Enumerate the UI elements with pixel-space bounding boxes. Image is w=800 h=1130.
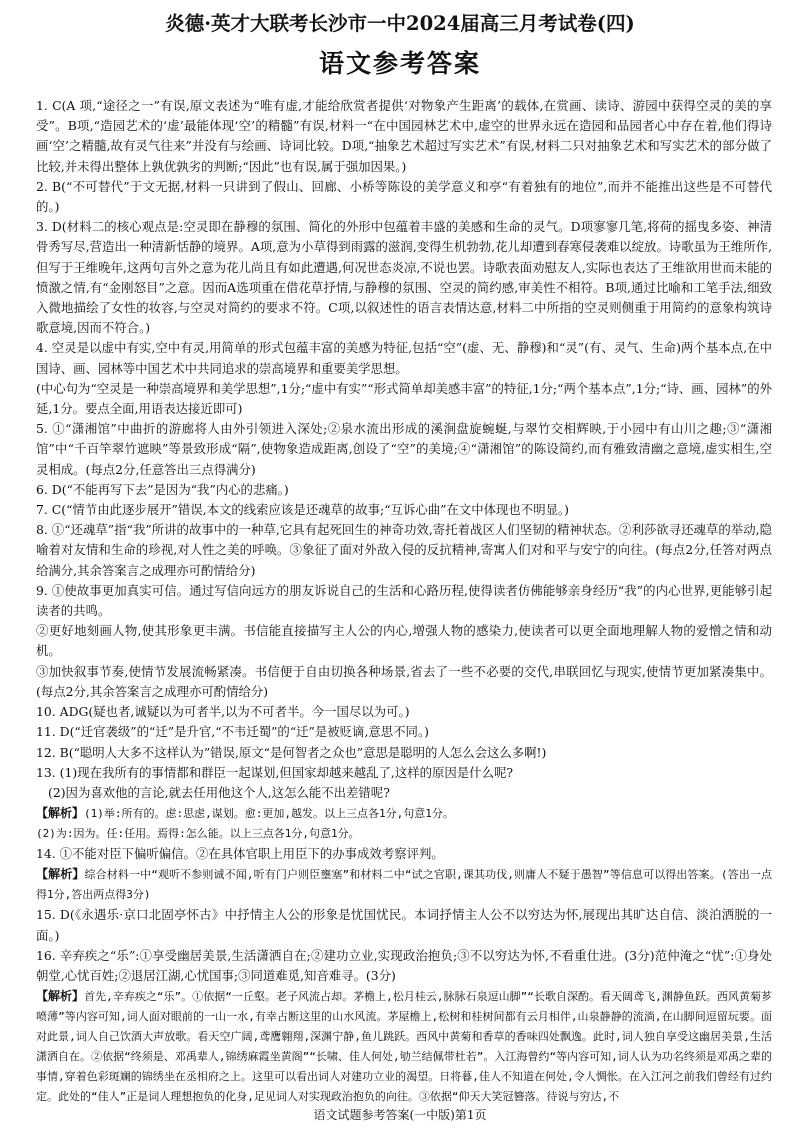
- analysis-note: [36, 864, 772, 905]
- analysis-text: (1)举:所有的。虑:思虑,谋划。愈:更加,越发。以上三点各1分,句意1分。: [84, 807, 454, 821]
- answer-item: 4. 空灵是以虚中有实,空中有灵,用简单的形式包蕴丰富的美感为特征,包括“空”(虚、无、静穆)和“灵”(有、灵气、生命)两个基本点,在中国诗、画、园林等中国艺术中共同追求的崇高境界和重要美学思想。: [36, 340, 772, 376]
- analysis-note: [36, 803, 772, 824]
- analysis-tag: 【解析】: [36, 806, 85, 821]
- answer-list: [36, 96, 772, 1107]
- answer-item: 3. D(材料二的核心观点是:空灵即在静穆的氛围、简化的外形中包蕴着丰盛的美感和生命的灵气。D项寥寥几笔,将荷的摇曳多姿、神清骨秀写尽,营造出一种清新恬静的境界。A项,意为小草得到雨露的滋润,变得生机勃勃,花儿却遭到春寒侵袭难以绽放。诗歌虽为王维所作,但写于王维晚年,这两句言外之意为花儿尚且有如此遭遇,何况世态炎凉,不说也罢。诗歌表面劝慰友人,实际也表达了王维欲用世而未能的愤激之情,有“金刚怒目”之意。因而A选项重在借花草抒情,与静穆的氛围、空灵的简约感,审美性不相符。B项,通过比喻和工笔手法,细致入微地描绘了女性的妆容,与空灵对简约的要求不符。C项,以叙述性的语言表情达意,材料二中所指的空灵则侧重于用简约的意象构筑诗歌意境,因而不符合。): [36, 219, 772, 336]
- analysis-text: 综合材料一中“观听不参则诚不闻,听有门户则臣壅塞”和材料二中“试之官职,课其功伐,则庸人不疑于愚智”等信息可以得出答案。(答出一点得1分,答出两点得3分): [36, 868, 772, 902]
- answer-item: 5. ①“潇湘馆”中曲折的游廊将人由外引领进入深处;②泉水流出形成的溪涧盘旋蜿蜒,与翠竹交相辉映,于小园中有山川之趣;③“潇湘馆”中“千百竿翠竹遮映”等景致形成“隔”,使物象造成距离,创设了“空”的美境;④“潇湘馆”的陈设简约,而有雅致清幽之意境,虚实相生,空灵相成。(每点2分,任意答出三点得满分): [36, 421, 772, 477]
- analysis-tag: 【解析】: [36, 989, 85, 1004]
- answer-item: 6. D(“不能再写下去”是因为“我”内心的悲痛。): [36, 481, 289, 497]
- exam-title: 炎德·英才大联考长沙市一中2024届高三月考试卷(四): [165, 12, 635, 35]
- analysis-text: 首先,辛弃疾之“乐”。①依据“一丘壑。老子风流占却。茅檐上,松月桂云,脉脉石泉逗山脚”“长歌自深酌。看天阔鸢飞,渊静鱼跃。西风黄菊芗喷薄”等内容可知,词人面对眼前的一山一水,有幸占断这里的山水风流。茅屋檐上,松树和桂树间都有云月相伴,山泉静静的流淌,在山脚间逗留玩要。面对此景,词人自己饮酒大声放歌。看天空广阔,鸢鹰翱翔,深渊宁静,鱼儿跳跃。西风中黄菊和香草的香味四处飘逸。此时,词人独自享受这幽居美景,生活潇洒自在。②依据“终须是、邓禹辈人,锦绣麻霞坐黄阁”“长啸、佳人何处,劬兰结佩带杜若”。入江海曾约“等内容可知,词人认为功名终须是邓禹之辈的事情,穿着色彩斑斓的锦绣坐在丞相府之上。这里可以看出词人对建功立业的渴望。日将暮,佳人不知道在何处,令人惆怅。在入江河之前我们曾经有过约定。此处的“佳人”正是词人理想抱负的化身,足见词人对实现政治抱负的向往。③依据“仰天大笑冠簪落。待说与穷达,不: [36, 990, 772, 1104]
- analysis-note: [36, 824, 772, 844]
- analysis-tag: 【解析】: [36, 867, 85, 882]
- answer-continuation: (中心句为“空灵是一种崇高境界和美学思想”,1分;“虚中有实”“形式简单却美感丰富”的特征,1分;“两个基本点”,1分;“诗、画、园林”的外延,1分。要点全面,用语表达接近即可): [36, 380, 772, 417]
- answer-item: 14. ①不能对臣下偏听偏信。②在具体官职上用臣下的办事成效考察评判。: [36, 846, 444, 862]
- answer-item: 8. ①“还魂草”指“我”所讲的故事中的一种草,它具有起死回生的神奇功效,寄托着战区人们坚韧的精神状态。②利莎欲寻还魂草的举动,隐喻着对友情和生命的珍视,对人性之美的呼唤。③象征了面对外敌入侵的反抗精神,寄寓人们对和平与安宁的向往。(每点2分,任答对两点给满分,其余答案言之成理亦可酌情给分): [36, 522, 772, 578]
- answer-item: 16. 辛弃疾之“乐”:①享受幽居美景,生活潇洒自在;②建功立业,实现政治抱负;③不以穷达为怀,不看重仕进。(3分)范仲淹之“忧”:①身处朝堂,心忧百姓;②退居江湖,心忧国事;③同道难觅,知音难寻。(3分): [36, 947, 772, 983]
- answer-item: 2. B(“不可替代”于文无据,材料一只讲到了假山、回廊、小桥等陈设的美学意义和亭“有着独有的地位”,而并不能推出这些是不可替代的。): [36, 178, 772, 215]
- answer-item: 7. C(“情节由此逐步展开”错误,本文的线索应该是还魂草的故事;“互诉心曲”在文中体现也不明显。): [36, 502, 570, 518]
- answer-continuation: (2)因为喜欢他的言论,就去任用他这个人,这怎么能不出差错呢?: [48, 784, 390, 800]
- answer-continuation: ③加快叙事节奏,使情节发展流畅紧凑。书信便于自由切换各种场景,省去了一些不必要的交代,串联回忆与现实,使情节更加紧凑集中。(每点2分,其余答案言之成理亦可酌情给分): [36, 663, 772, 699]
- answer-item: 9. ①使故事更加真实可信。通过写信向远方的朋友诉说自己的生活和心路历程,使得读者仿佛能够亲身经历“我”的内心世界,更能够引起读者的共鸣。: [36, 582, 772, 619]
- answer-item: 10. ADG(疑也者,诚疑以为可者半,以为不可者半。今一国尽以为可。): [36, 704, 410, 720]
- answer-continuation: ②更好地刻画人物,使其形象更丰满。书信能直接描写主人公的内心,增强人物的感染力,使读者可以更全面地理解人物的爱憎之情和动机。: [36, 623, 772, 659]
- analysis-note: [36, 986, 772, 1107]
- document-subtitle: 语文参考答案: [318, 49, 481, 78]
- answer-item: 12. B(“聪明人大多不这样认为”错误,原文“是何智者之众也”意思是聪明的人怎么会这么多啊!): [36, 744, 547, 760]
- analysis-text: (2)为:因为。任:任用。焉得:怎么能。以上三点各1分,句意1分。: [36, 827, 360, 841]
- answer-item: 13. (1)现在我所有的事情都和群臣一起谋划,但国家却越来越乱了,这样的原因是什么呢?: [36, 764, 513, 780]
- answer-item: 15. D(《永遇乐·京口北固亭怀古》中抒情主人公的形象是忧国忧民。本词抒情主人公不以穷达为怀,展现出其旷达自信、淡泊洒脱的一面。): [36, 907, 772, 943]
- answer-item: 11. D(“迁官袭级”的“迁”是升官,“不韦迁蜀”的“迁”是被贬谪,意思不同。): [36, 724, 429, 740]
- answer-item: 1. C(A 项,“途径之一”有误,原文表述为“唯有虚,才能给欣赏者提供‘对物象产生距离’的载体,在赏画、读诗、游园中获得空灵的美的享受”。B项,“造园艺术的‘虚’最能体现‘空’的精髓”有误,材料一“在中国园林艺术中,虚空的世界永远在造园和品园者心中存在着,他们得诗画‘空’之精髓,故有灵气往来”并没有与绘画、诗词比较。D项,“抽象艺术超过写实艺术”有误,材料二只对抽象艺术和写实艺术的部分做了比较,并未得出整体上孰优孰劣的判断;“因此”也有误,属于强加因果。): [36, 98, 772, 174]
- page-footer: 语文试题参考答案(一中版)第1页: [313, 1108, 487, 1122]
- document-header: [0, 0, 800, 84]
